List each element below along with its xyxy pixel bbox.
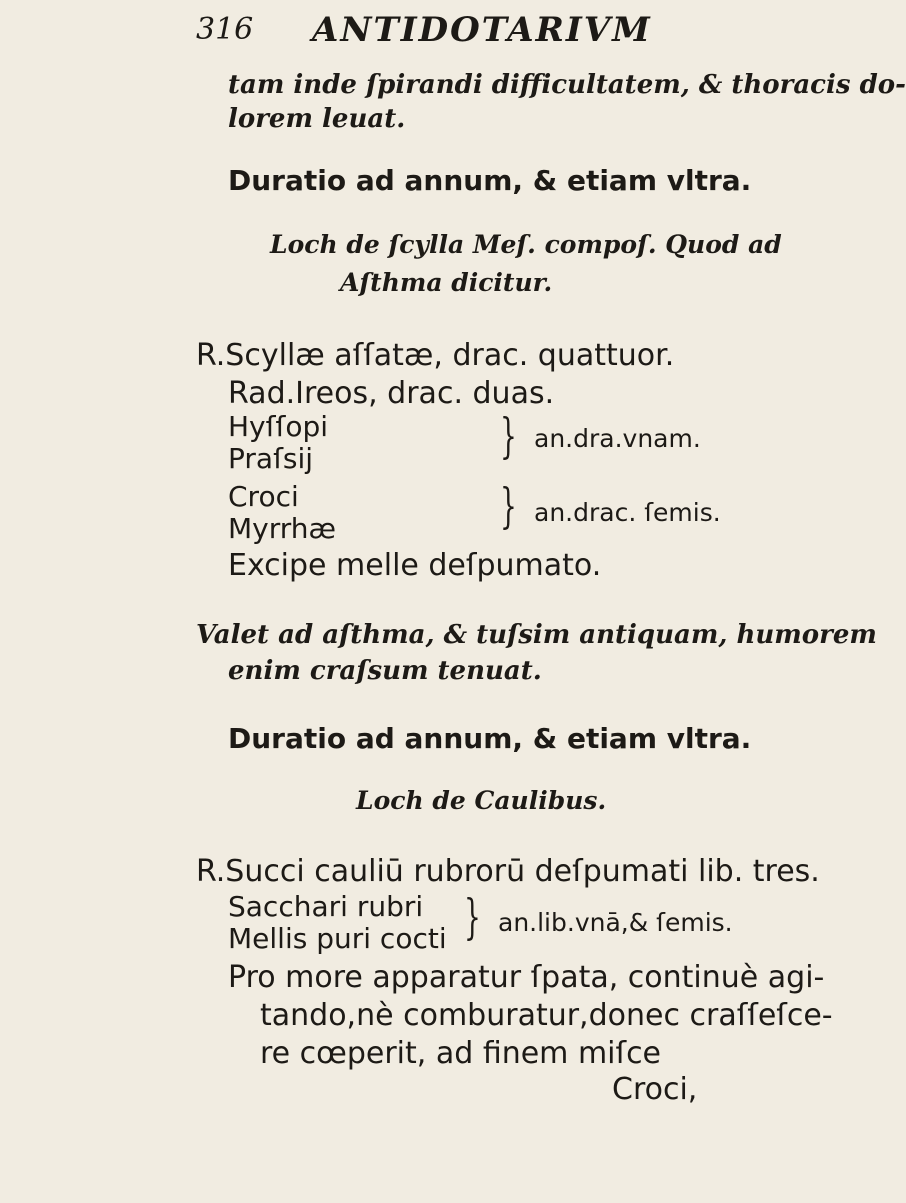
- ingredient-quantity: an.lib.vnā,& ſemis.: [498, 908, 733, 937]
- recipe-line-2: Rad.Ireos, drac. duas.: [228, 376, 555, 411]
- brace-glyph: }: [500, 408, 517, 464]
- ingredient-item: Hyſſopi: [228, 410, 329, 443]
- recipe-title: Loch de Caulibus.: [356, 786, 607, 815]
- running-title: ANTIDOTARIVM: [312, 10, 652, 50]
- brace-glyph: }: [500, 478, 517, 534]
- intro-line-2: lorem leuat.: [228, 104, 406, 134]
- recipe-title-line-1: Loch de ſcylla Meſ. compoſ. Quod ad: [270, 230, 782, 259]
- ingredient-item: Mellis puri cocti: [228, 922, 447, 955]
- valet-line-2: enim craſsum tenuat.: [228, 656, 542, 686]
- recipe-line-1: R.Succi cauliū rubrorū deſpumati lib. tres.: [196, 854, 820, 889]
- recipe-line-end: Excipe melle deſpumato.: [228, 548, 602, 583]
- recipe-line-1: R.Scyllæ aſſatæ, drac. quattuor.: [196, 338, 675, 373]
- ingredient-item: Myrrhæ: [228, 512, 337, 545]
- ingredient-item: Praſsij: [228, 442, 314, 475]
- ingredient-quantity: an.drac. ſemis.: [534, 498, 721, 527]
- text-line: re cœperit, ad finem miſce: [260, 1036, 662, 1071]
- ingredient-item: Croci: [228, 480, 299, 513]
- ingredient-quantity: an.dra.vnam.: [534, 424, 701, 453]
- intro-line-1: tam inde ſpirandi difficultatem, & thoracis do-: [228, 70, 906, 100]
- catchword: Croci,: [612, 1072, 698, 1107]
- duratio-line: Duratio ad annum, & etiam vltra.: [228, 164, 752, 197]
- duratio-line: Duratio ad annum, & etiam vltra.: [228, 722, 752, 755]
- page-number: 316: [196, 12, 254, 47]
- recipe-title-line-2: Aſthma dicitur.: [340, 268, 553, 297]
- brace-glyph: }: [464, 889, 481, 945]
- valet-line-1: Valet ad aſthma, & tuſsim antiquam, humorem: [196, 620, 877, 650]
- ingredient-item: Sacchari rubri: [228, 890, 424, 923]
- text-line: Pro more apparatur ſpata, continuè agi-: [228, 960, 825, 995]
- text-line: tando,nè comburatur,donec craſſeſce-: [260, 998, 833, 1033]
